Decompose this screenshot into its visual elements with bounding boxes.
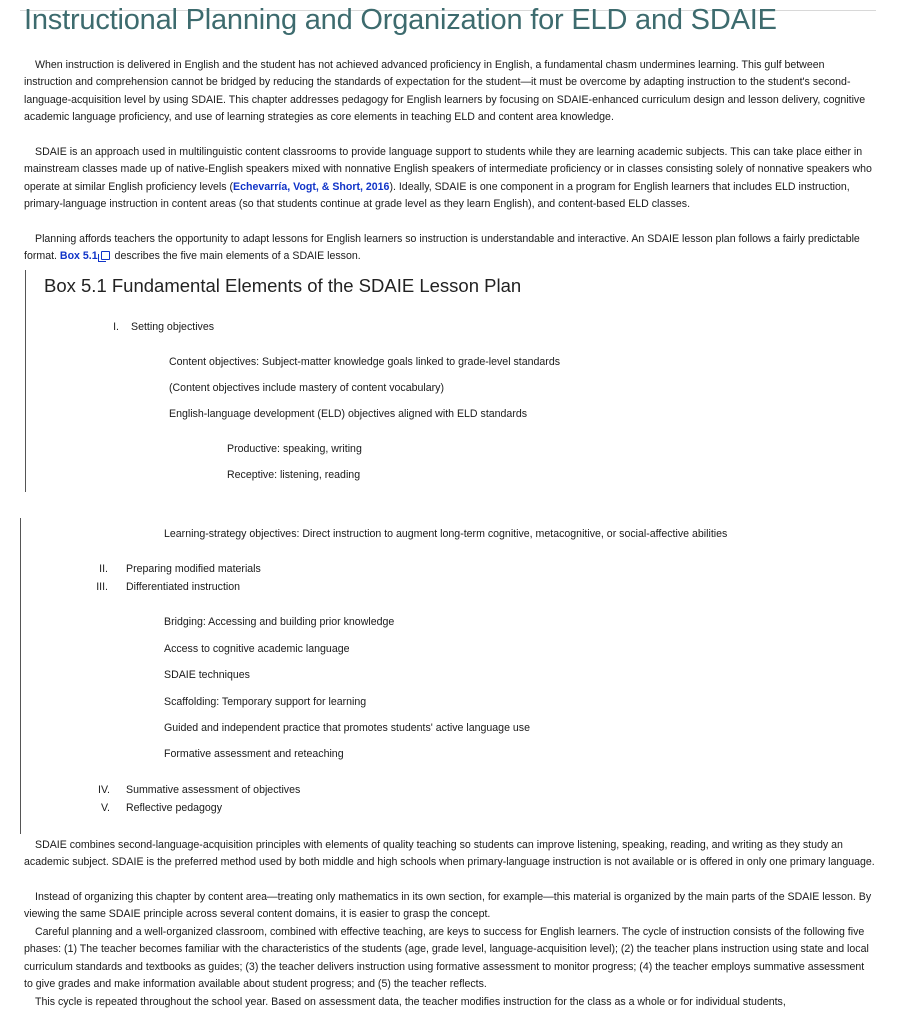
outline-number-5: V. [100, 802, 110, 814]
citation-link[interactable]: Echevarría, Vogt, & Short, 2016 [233, 180, 390, 193]
outline-subitem-cognitive-language: Access to cognitive academic language [164, 643, 350, 655]
box-title: Box 5.1 Fundamental Elements of the SDAIE Lesson Plan [44, 275, 522, 296]
intro-paragraph-2: SDAIE is an approach used in multilinguistic content classrooms to provide language support to students while they are learning academic subjects. This can take place either in mainstream classes made up of native-English speakers mixed with nonnative English speakers of intermediate proficiency or in classes consisting solely of nonnative speakers who operate at similar English proficiency levels (Echevarría, Vogt, & Short, 2016). Ideally, SDAIE is one component in a program for English learners that includes ELD instruction, primary-language instruction in content areas (so that students continue at grade level as they learn English), and content-based ELD classes. [24, 146, 872, 211]
outline-item-setting-objectives: Setting objectives [131, 321, 215, 333]
outline-number-1: I. [113, 321, 119, 333]
box-link[interactable]: Box 5.1 [59, 250, 98, 263]
outline-item-summative-assessment: Summative assessment of objectives [126, 784, 301, 796]
outline-subitem-formative-assessment: Formative assessment and reteaching [164, 748, 344, 760]
outline-subitem-eld-objectives: English-language development (ELD) objectives aligned with ELD standards [169, 408, 528, 420]
outline-item-differentiated-instruction: Differentiated instruction [126, 581, 241, 593]
outline-subitem-scaffolding: Scaffolding: Temporary support for learning [164, 696, 367, 708]
page-title: Instructional Planning and Organization for ELD and SDAIE [24, 4, 777, 36]
box-left-border-bottom [20, 518, 21, 834]
box-left-border-top [25, 270, 26, 492]
outline-item-reflective-pedagogy: Reflective pedagogy [126, 802, 222, 814]
intro-paragraph-3: Planning affords teachers the opportunity to adapt lessons for English learners so instruction is understandable and interactive. An SDAIE lesson plan follows a fairly predictable format. Box 5.1 describes the five main elements of a SDAIE lesson. [24, 233, 860, 263]
outline-subitem-sdaie-techniques: SDAIE techniques [164, 669, 250, 681]
outline-number-4: IV. [98, 784, 110, 796]
outro-paragraph-4: This cycle is repeated throughout the school year. Based on assessment data, the teacher modifies instruction for the class as a whole or for individual students, [35, 996, 786, 1008]
outro-paragraph-1: SDAIE combines second-language-acquisition principles with elements of quality teaching so students can improve listening, speaking, reading, and writing as they study an academic subject. SDAIE is the preferred method used by both middle and high schools when primary-language instruction is not available or is offered in only one primary language. [24, 839, 875, 869]
open-box-icon[interactable] [101, 251, 110, 260]
outline-subitem-guided-practice: Guided and independent practice that promotes students' active language use [164, 722, 530, 734]
outline-subsubitem-productive: Productive: speaking, writing [227, 443, 362, 455]
outro-paragraph-2: Instead of organizing this chapter by content area—treating only mathematics in its own section, for example—this material is organized by the main parts of the SDAIE lesson. By viewing the same SDAIE principle across several content domains, it is easier to grasp the concept. [24, 891, 872, 921]
outline-number-3: III. [96, 581, 108, 593]
outro-paragraph-3: Careful planning and a well-organized classroom, combined with effective teaching, are keys to success for English learners. The cycle of instruction consists of the following five phases: (1) The teacher becomes familiar with the characteristics of the students (age, grade level, language-acquisition level); (2) the teacher plans instruction using state and local curriculum standards and textbooks as guides; (3) the teacher delivers instruction using formative assessment to monitor progress; (4) the teacher employs summative assessment to give grades and make information available about student progress; and (5) the teacher reflects. [24, 926, 869, 991]
outline-number-2: II. [99, 563, 108, 575]
intro-paragraph-1: When instruction is delivered in English and the student has not achieved advanced proficiency in English, a fundamental chasm undermines learning. This gulf between instruction and comprehension cannot be bridged by reducing the standards of expectation for the student—it must be overcome by adapting instruction to the student's second-language-acquisition level by using SDAIE. This chapter addresses pedagogy for English learners by focusing on SDAIE-enhanced curriculum design and lesson delivery, cognitive academic language proficiency, and use of learning strategies as core elements in teaching ELD and content area knowledge. [24, 59, 866, 124]
outline-subsubitem-receptive: Receptive: listening, reading [227, 469, 361, 481]
outline-subitem-learning-strategy: Learning-strategy objectives: Direct instruction to augment long-term cognitive, metacognitive, or social-affective abilities [164, 528, 728, 540]
outline-subitem-content-vocabulary: (Content objectives include mastery of content vocabulary) [169, 382, 444, 394]
outline-subitem-bridging: Bridging: Accessing and building prior knowledge [164, 616, 395, 628]
outline-item-modified-materials: Preparing modified materials [126, 563, 261, 575]
outline-subitem-content-objectives: Content objectives: Subject-matter knowledge goals linked to grade-level standards [169, 356, 561, 368]
